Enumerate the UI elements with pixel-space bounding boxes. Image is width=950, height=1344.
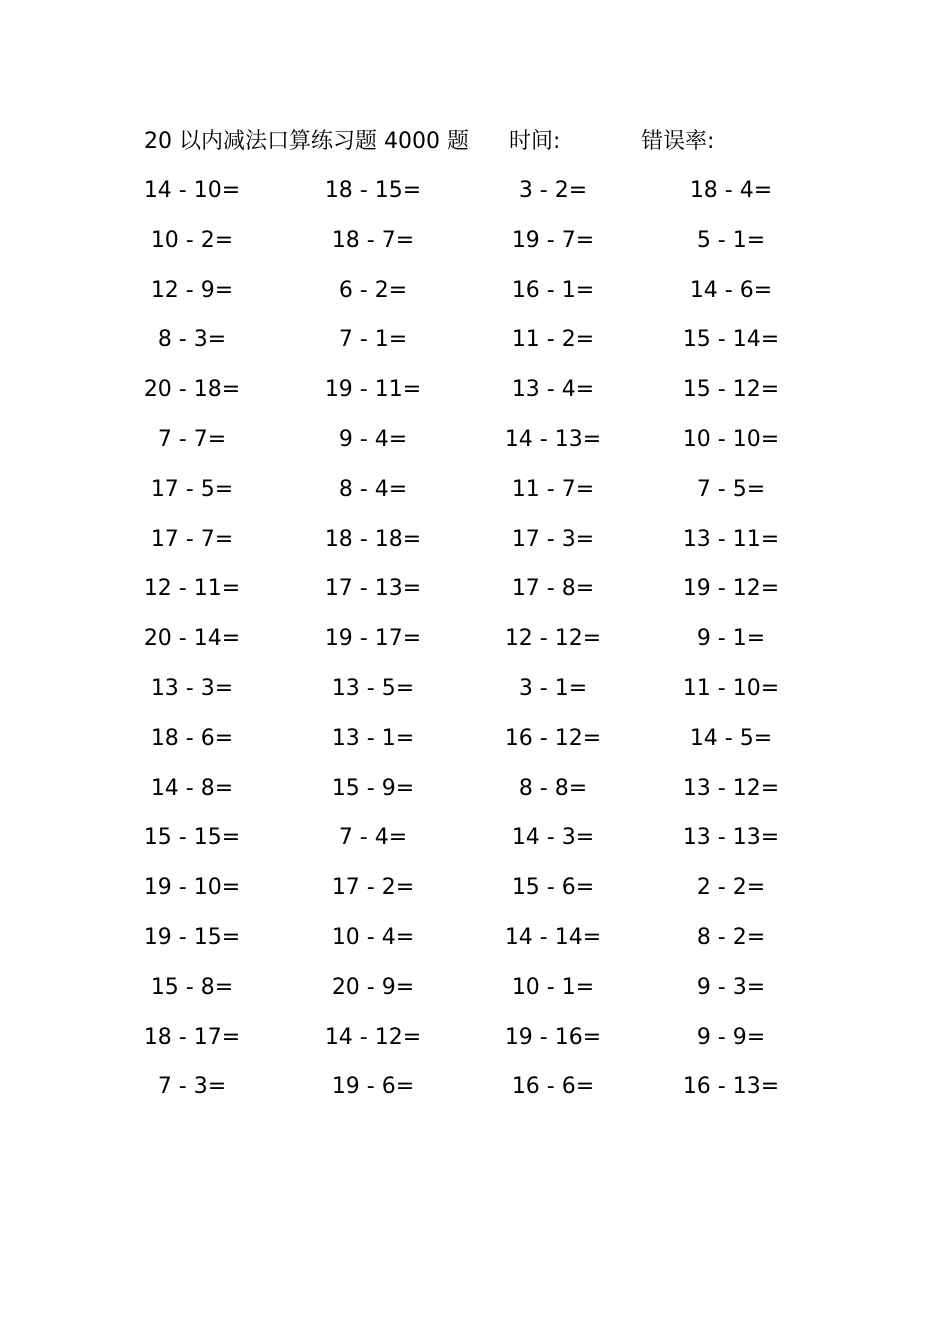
problem-grid — [0, 166, 950, 1112]
problem: 18 - 4= — [689, 178, 773, 203]
problem: 15 - 6= — [511, 875, 595, 901]
problem: 19 - 6= — [331, 1074, 415, 1100]
problem-row — [0, 266, 950, 316]
problem: 8 - 4= — [338, 476, 408, 502]
problem-row — [0, 515, 950, 565]
problem: 14 - 14= — [504, 924, 602, 950]
problem: 15 - 9= — [331, 775, 415, 801]
problem: 11 - 2= — [511, 327, 595, 353]
problem: 7 - 1= — [338, 327, 408, 353]
problem-row — [0, 913, 950, 963]
problem: 16 - 1= — [511, 277, 595, 303]
time-label: 时间: — [509, 129, 561, 154]
problem-row — [0, 166, 950, 216]
problem-row — [0, 1062, 950, 1112]
problem-row — [0, 963, 950, 1013]
problem: 8 - 2= — [696, 924, 766, 950]
problem-row — [0, 564, 950, 614]
problem: 17 - 3= — [511, 526, 595, 552]
problem: 19 - 15= — [143, 924, 241, 950]
problem: 13 - 12= — [682, 775, 780, 801]
problem: 19 - 16= — [504, 1024, 602, 1050]
problem: 16 - 12= — [504, 725, 602, 751]
problem-row — [0, 764, 950, 814]
problem: 18 - 15= — [324, 178, 422, 203]
problem: 13 - 11= — [682, 526, 780, 552]
problem: 18 - 18= — [324, 526, 422, 552]
problem: 5 - 1= — [696, 227, 766, 253]
problem: 14 - 6= — [689, 277, 773, 303]
problem: 15 - 15= — [143, 825, 241, 851]
problem: 10 - 4= — [331, 924, 415, 950]
problem: 18 - 7= — [331, 227, 415, 253]
problem: 9 - 1= — [696, 626, 766, 652]
problem: 17 - 2= — [331, 875, 415, 901]
problem: 11 - 10= — [682, 675, 780, 701]
problem: 3 - 2= — [518, 178, 588, 203]
problem: 15 - 12= — [682, 377, 780, 403]
problem: 8 - 3= — [157, 327, 227, 353]
problem: 17 - 13= — [324, 576, 422, 602]
worksheet-header — [0, 124, 950, 160]
problem: 10 - 2= — [150, 227, 234, 253]
problem: 7 - 3= — [157, 1074, 227, 1100]
problem: 14 - 10= — [143, 178, 241, 203]
problem: 16 - 13= — [682, 1074, 780, 1100]
problem: 17 - 5= — [150, 476, 234, 502]
problem: 14 - 13= — [504, 426, 602, 452]
problem: 19 - 7= — [511, 227, 595, 253]
problem: 12 - 9= — [150, 277, 234, 303]
problem: 13 - 3= — [150, 675, 234, 701]
problem: 8 - 8= — [518, 775, 588, 801]
problem: 7 - 4= — [338, 825, 408, 851]
problem: 13 - 1= — [331, 725, 415, 751]
problem: 7 - 5= — [696, 476, 766, 502]
problem: 20 - 9= — [331, 974, 415, 1000]
problem: 17 - 8= — [511, 576, 595, 602]
problem-row — [0, 365, 950, 415]
problem-row — [0, 614, 950, 664]
problem-row — [0, 664, 950, 714]
problem-row — [0, 863, 950, 913]
problem: 19 - 10= — [143, 875, 241, 901]
problem: 11 - 7= — [511, 476, 595, 502]
problem: 19 - 12= — [682, 576, 780, 602]
problem: 9 - 3= — [696, 974, 766, 1000]
problem-row — [0, 216, 950, 266]
problem: 10 - 10= — [682, 426, 780, 452]
problem: 20 - 18= — [143, 377, 241, 403]
problem-row — [0, 465, 950, 515]
problem: 10 - 1= — [511, 974, 595, 1000]
problem: 14 - 8= — [150, 775, 234, 801]
problem: 16 - 6= — [511, 1074, 595, 1100]
problem: 19 - 11= — [324, 377, 422, 403]
problem-row — [0, 813, 950, 863]
problem: 13 - 5= — [331, 675, 415, 701]
problem-row — [0, 1013, 950, 1063]
problem: 13 - 13= — [682, 825, 780, 851]
problem: 15 - 8= — [150, 974, 234, 1000]
problem: 3 - 1= — [518, 675, 588, 701]
problem: 20 - 14= — [143, 626, 241, 652]
problem: 12 - 11= — [143, 576, 241, 602]
problem: 14 - 12= — [324, 1024, 422, 1050]
problem: 18 - 17= — [143, 1024, 241, 1050]
problem: 15 - 14= — [682, 327, 780, 353]
problem-row — [0, 714, 950, 764]
problem: 9 - 4= — [338, 426, 408, 452]
problem-row — [0, 415, 950, 465]
problem: 2 - 2= — [696, 875, 766, 901]
problem: 14 - 5= — [689, 725, 773, 751]
problem: 18 - 6= — [150, 725, 234, 751]
problem: 19 - 17= — [324, 626, 422, 652]
problem: 13 - 4= — [511, 377, 595, 403]
problem: 12 - 12= — [504, 626, 602, 652]
worksheet-title: 20 以内减法口算练习题 4000 题 — [144, 129, 469, 154]
problem: 6 - 2= — [338, 277, 408, 303]
problem: 7 - 7= — [157, 426, 227, 452]
error-rate-label: 错误率: — [641, 129, 715, 154]
problem: 17 - 7= — [150, 526, 234, 552]
problem: 14 - 3= — [511, 825, 595, 851]
problem-row — [0, 315, 950, 365]
problem: 9 - 9= — [696, 1024, 766, 1050]
